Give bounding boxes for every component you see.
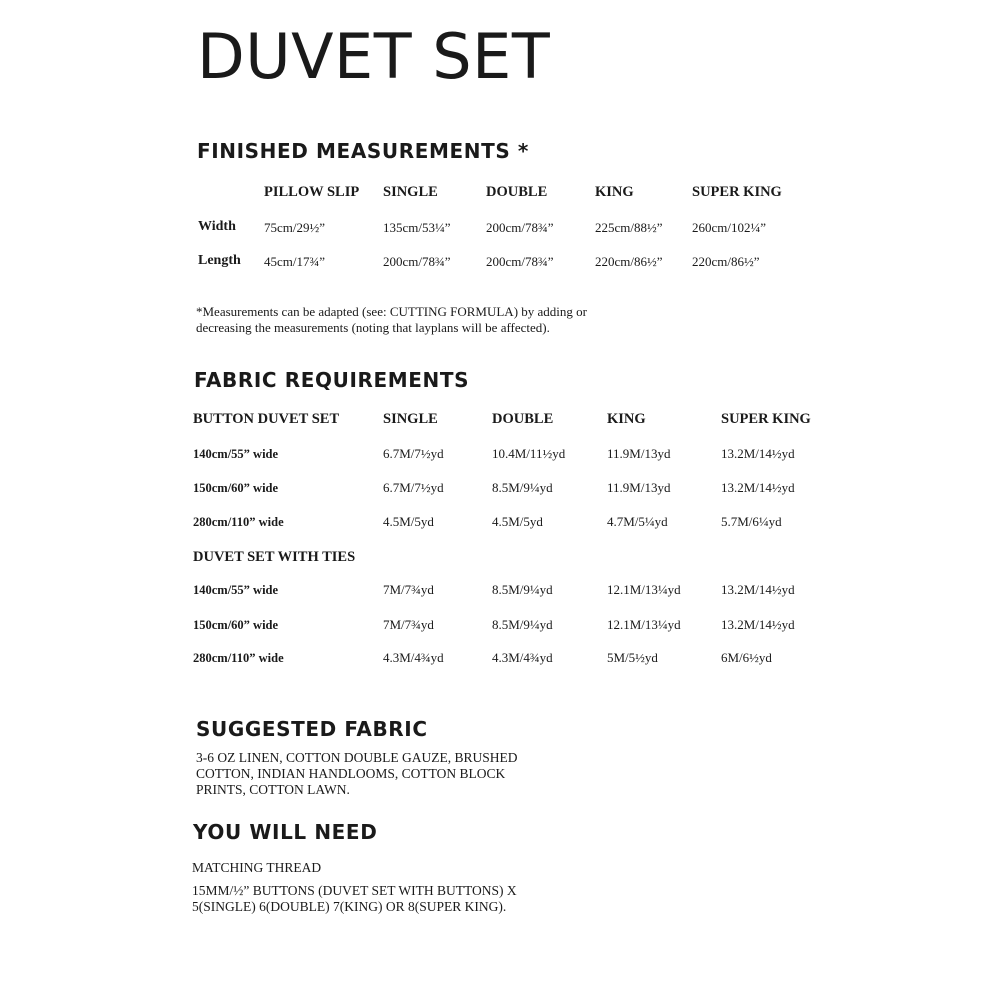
table-cell: 4.7M/5¼yd — [607, 514, 668, 529]
need-item-thread: MATCHING THREAD — [192, 860, 322, 875]
finished-measurements-heading: FINISHED MEASUREMENTS * — [197, 139, 529, 163]
table-cell: 8.5M/9¼yd — [492, 480, 553, 495]
table-cell: 220cm/86½” — [692, 254, 760, 269]
table-cell: 200cm/78¾” — [486, 220, 554, 235]
col-header-double: DOUBLE — [486, 184, 548, 200]
table-cell: 8.5M/9¼yd — [492, 582, 553, 597]
table-cell: 5M/5½yd — [607, 650, 658, 665]
fabric-requirements-heading: FABRIC REQUIREMENTS — [194, 368, 470, 392]
row-label-280cm: 280cm/110” wide — [193, 515, 284, 529]
table-cell: 10.4M/11½yd — [492, 446, 566, 461]
col-header-super-king: SUPER KING — [721, 411, 811, 427]
row-label-150cm: 150cm/60” wide — [193, 618, 279, 632]
table-cell: 200cm/78¾” — [486, 254, 554, 269]
suggested-fabric-line3: PRINTS, COTTON LAWN. — [196, 782, 350, 797]
table-cell: 220cm/86½” — [595, 254, 663, 269]
col-header-pillow-slip: PILLOW SLIP — [264, 184, 360, 200]
table-cell: 11.9M/13yd — [607, 480, 671, 495]
table-cell: 12.1M/13¼yd — [607, 617, 681, 632]
table-cell: 75cm/29½” — [264, 220, 326, 235]
measurements-footnote-line1: *Measurements can be adapted (see: CUTTING FORMULA) by adding or — [196, 304, 587, 319]
table-cell: 135cm/53¼” — [383, 220, 451, 235]
col-header-super-king: SUPER KING — [692, 184, 782, 200]
table-cell: 13.2M/14½yd — [721, 446, 795, 461]
measurements-footnote-line2: decreasing the measurements (noting that layplans will be affected). — [196, 320, 550, 335]
table-cell: 13.2M/14½yd — [721, 480, 795, 495]
table-cell: 7M/7¾yd — [383, 582, 434, 597]
table-cell: 6.7M/7½yd — [383, 446, 444, 461]
row-label-length: Length — [198, 253, 241, 268]
page-title: DUVET SET — [197, 20, 551, 93]
need-item-buttons-line2: 5(SINGLE) 6(DOUBLE) 7(KING) OR 8(SUPER KING). — [192, 899, 507, 914]
table-cell: 200cm/78¾” — [383, 254, 451, 269]
col-header-double: DOUBLE — [492, 411, 554, 427]
row-label-width: Width — [198, 219, 236, 234]
duvet-set-with-ties-label: DUVET SET WITH TIES — [193, 549, 356, 565]
table-cell: 7M/7¾yd — [383, 617, 434, 632]
col-header-king: KING — [595, 184, 634, 200]
table-cell: 225cm/88½” — [595, 220, 663, 235]
table-cell: 6M/6½yd — [721, 650, 772, 665]
table-cell: 45cm/17¾” — [264, 254, 326, 269]
need-item-buttons-line1: 15MM/½” BUTTONS (DUVET SET WITH BUTTONS) X — [192, 883, 517, 898]
suggested-fabric-heading: SUGGESTED FABRIC — [196, 717, 428, 741]
table-cell: 11.9M/13yd — [607, 446, 671, 461]
table-cell: 13.2M/14½yd — [721, 582, 795, 597]
table-cell: 4.5M/5yd — [492, 514, 543, 529]
table-cell: 4.3M/4¾yd — [383, 650, 444, 665]
row-label-280cm: 280cm/110” wide — [193, 651, 284, 665]
col-header-single: SINGLE — [383, 184, 438, 200]
table-cell: 12.1M/13¼yd — [607, 582, 681, 597]
col-header-single: SINGLE — [383, 411, 438, 427]
row-label-140cm: 140cm/55” wide — [193, 447, 279, 461]
row-label-150cm: 150cm/60” wide — [193, 481, 279, 495]
row-label-140cm: 140cm/55” wide — [193, 583, 279, 597]
you-will-need-heading: YOU WILL NEED — [193, 820, 378, 844]
table-cell: 8.5M/9¼yd — [492, 617, 553, 632]
table-cell: 4.3M/4¾yd — [492, 650, 553, 665]
suggested-fabric-line2: COTTON, INDIAN HANDLOOMS, COTTON BLOCK — [196, 766, 506, 781]
suggested-fabric-line1: 3-6 OZ LINEN, COTTON DOUBLE GAUZE, BRUSHED — [196, 750, 518, 765]
table-cell: 4.5M/5yd — [383, 514, 434, 529]
table-cell: 5.7M/6¼yd — [721, 514, 782, 529]
col-header-king: KING — [607, 411, 646, 427]
table-cell: 13.2M/14½yd — [721, 617, 795, 632]
table-cell: 260cm/102¼” — [692, 220, 767, 235]
button-duvet-set-label: BUTTON DUVET SET — [193, 411, 340, 427]
table-cell: 6.7M/7½yd — [383, 480, 444, 495]
